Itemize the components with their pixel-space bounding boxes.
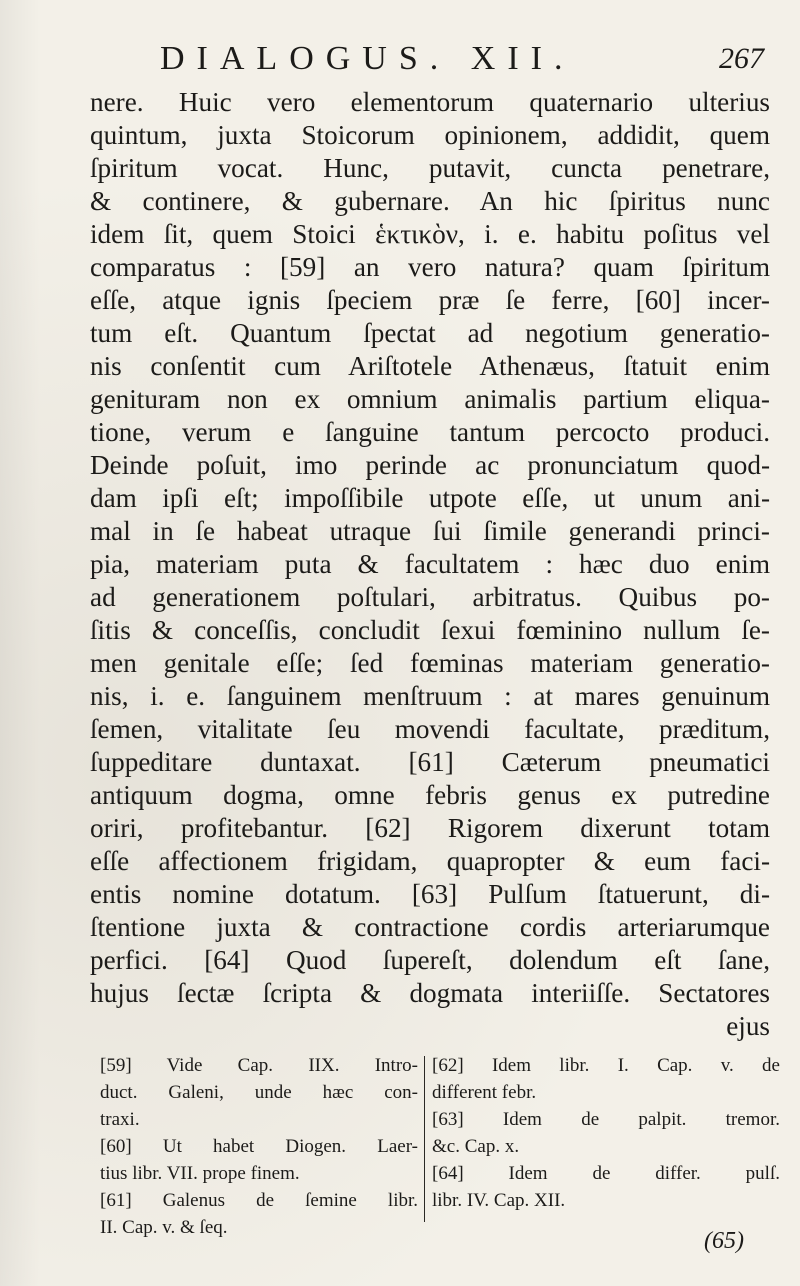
main-text [90,86,770,1043]
text-line: Deinde poſuit, imo perinde ac pronunciatum quod- [90,450,770,480]
running-title: DIALOGUS. XII. [160,40,575,77]
footnote-line: II. Cap. v. & ſeq. [100,1217,228,1238]
text-line: quintum, juxta Stoicorum opinionem, addidit, quem [90,120,770,150]
text-line: nis, i. e. ſanguinem menſtruum : at mares genuinum [90,681,770,711]
footnote-line: [62] Idem libr. I. Cap. v. de [432,1055,780,1076]
text-line: eſſe, atque ignis ſpeciem præ ſe ferre, [60] incer- [90,285,770,315]
footnote-line: [61] Galenus de ſemine libr. [100,1190,418,1211]
text-line: tum eſt. Quantum ſpectat ad negotium generatio- [90,318,770,348]
text-line: ſtentione juxta & contractione cordis arteriarumque [90,912,770,942]
footnote-line: duct. Galeni, unde hæc con- [100,1082,418,1103]
footnotes-right-column [432,1052,780,1214]
text-line: antiquum dogma, omne febris genus ex putredine [90,780,770,810]
text-line: nis conſentit cum Ariſtotele Athenæus, ſtatuit enim [90,351,770,381]
text-line: perfici. [64] Quod ſupereſt, dolendum eſt ſane, [90,945,770,975]
text-line: hujus ſectæ ſcripta & dogmata interiiſſe. Sectatores [90,978,770,1008]
text-line: genituram non ex omnium animalis partium eliqua- [90,384,770,414]
text-line: ſitis & conceſſis, concludit ſexui fœminino nullum ſe- [90,615,770,645]
footnote-line: [60] Ut habet Diogen. Laer- [100,1136,418,1157]
footnote-line: [64] Idem de differ. pulſ. [432,1163,780,1184]
footnote-column-divider [424,1056,425,1222]
text-line: men genitale eſſe; ſed fœminas materiam generatio- [90,648,770,678]
text-line: dam ipſi eſt; impoſſibile utpote eſſe, ut unum ani- [90,483,770,513]
signature-mark: (65) [704,1228,744,1254]
footnote-line: [59] Vide Cap. IIX. Intro- [100,1055,418,1076]
catchword: ejus [726,1011,770,1041]
footnote-line: tius libr. VII. prope finem. [100,1163,300,1184]
text-line: & continere, & gubernare. An hic ſpiritus nunc [90,186,770,216]
text-line: mal in ſe habeat utraque ſui ſimile generandi princi- [90,516,770,546]
text-line: entis nomine dotatum. [63] Pulſum ſtatuerunt, di- [90,879,770,909]
footnotes [100,1052,780,1238]
page-header [160,40,770,84]
text-line: eſſe affectionem frigidam, quapropter & eum faci- [90,846,770,876]
text-line: ſpiritum vocat. Hunc, putavit, cuncta penetrare, [90,153,770,183]
text-line: ſemen, vitalitate ſeu movendi facultate, præditum, [90,714,770,744]
text-line: ad generationem poſtulari, arbitratus. Quibus po- [90,582,770,612]
text-line: pia, materiam puta & facultatem : hæc duo enim [90,549,770,579]
footnote-line: &c. Cap. x. [432,1136,520,1157]
footnote-line: libr. IV. Cap. XII. [432,1190,566,1211]
footnote-line: [63] Idem de palpit. tremor. [432,1109,780,1130]
text-line: idem ſit, quem Stoici ἑκτικὸν, i. e. habitu poſitus vel [90,219,770,249]
text-line: nere. Huic vero elementorum quaternario ulterius [90,87,770,117]
text-line: tione, verum e ſanguine tantum percocto produci. [90,417,770,447]
page-number: 267 [719,42,764,75]
text-line: ſuppeditare duntaxat. [61] Cæterum pneumatici [90,747,770,777]
footnotes-left-column [100,1052,418,1241]
footnote-line: traxi. [100,1109,140,1130]
text-line: oriri, profitebantur. [62] Rigorem dixerunt totam [90,813,770,843]
text-line: comparatus : [59] an vero natura? quam ſpiritum [90,252,770,282]
footnote-line: different febr. [432,1082,537,1103]
